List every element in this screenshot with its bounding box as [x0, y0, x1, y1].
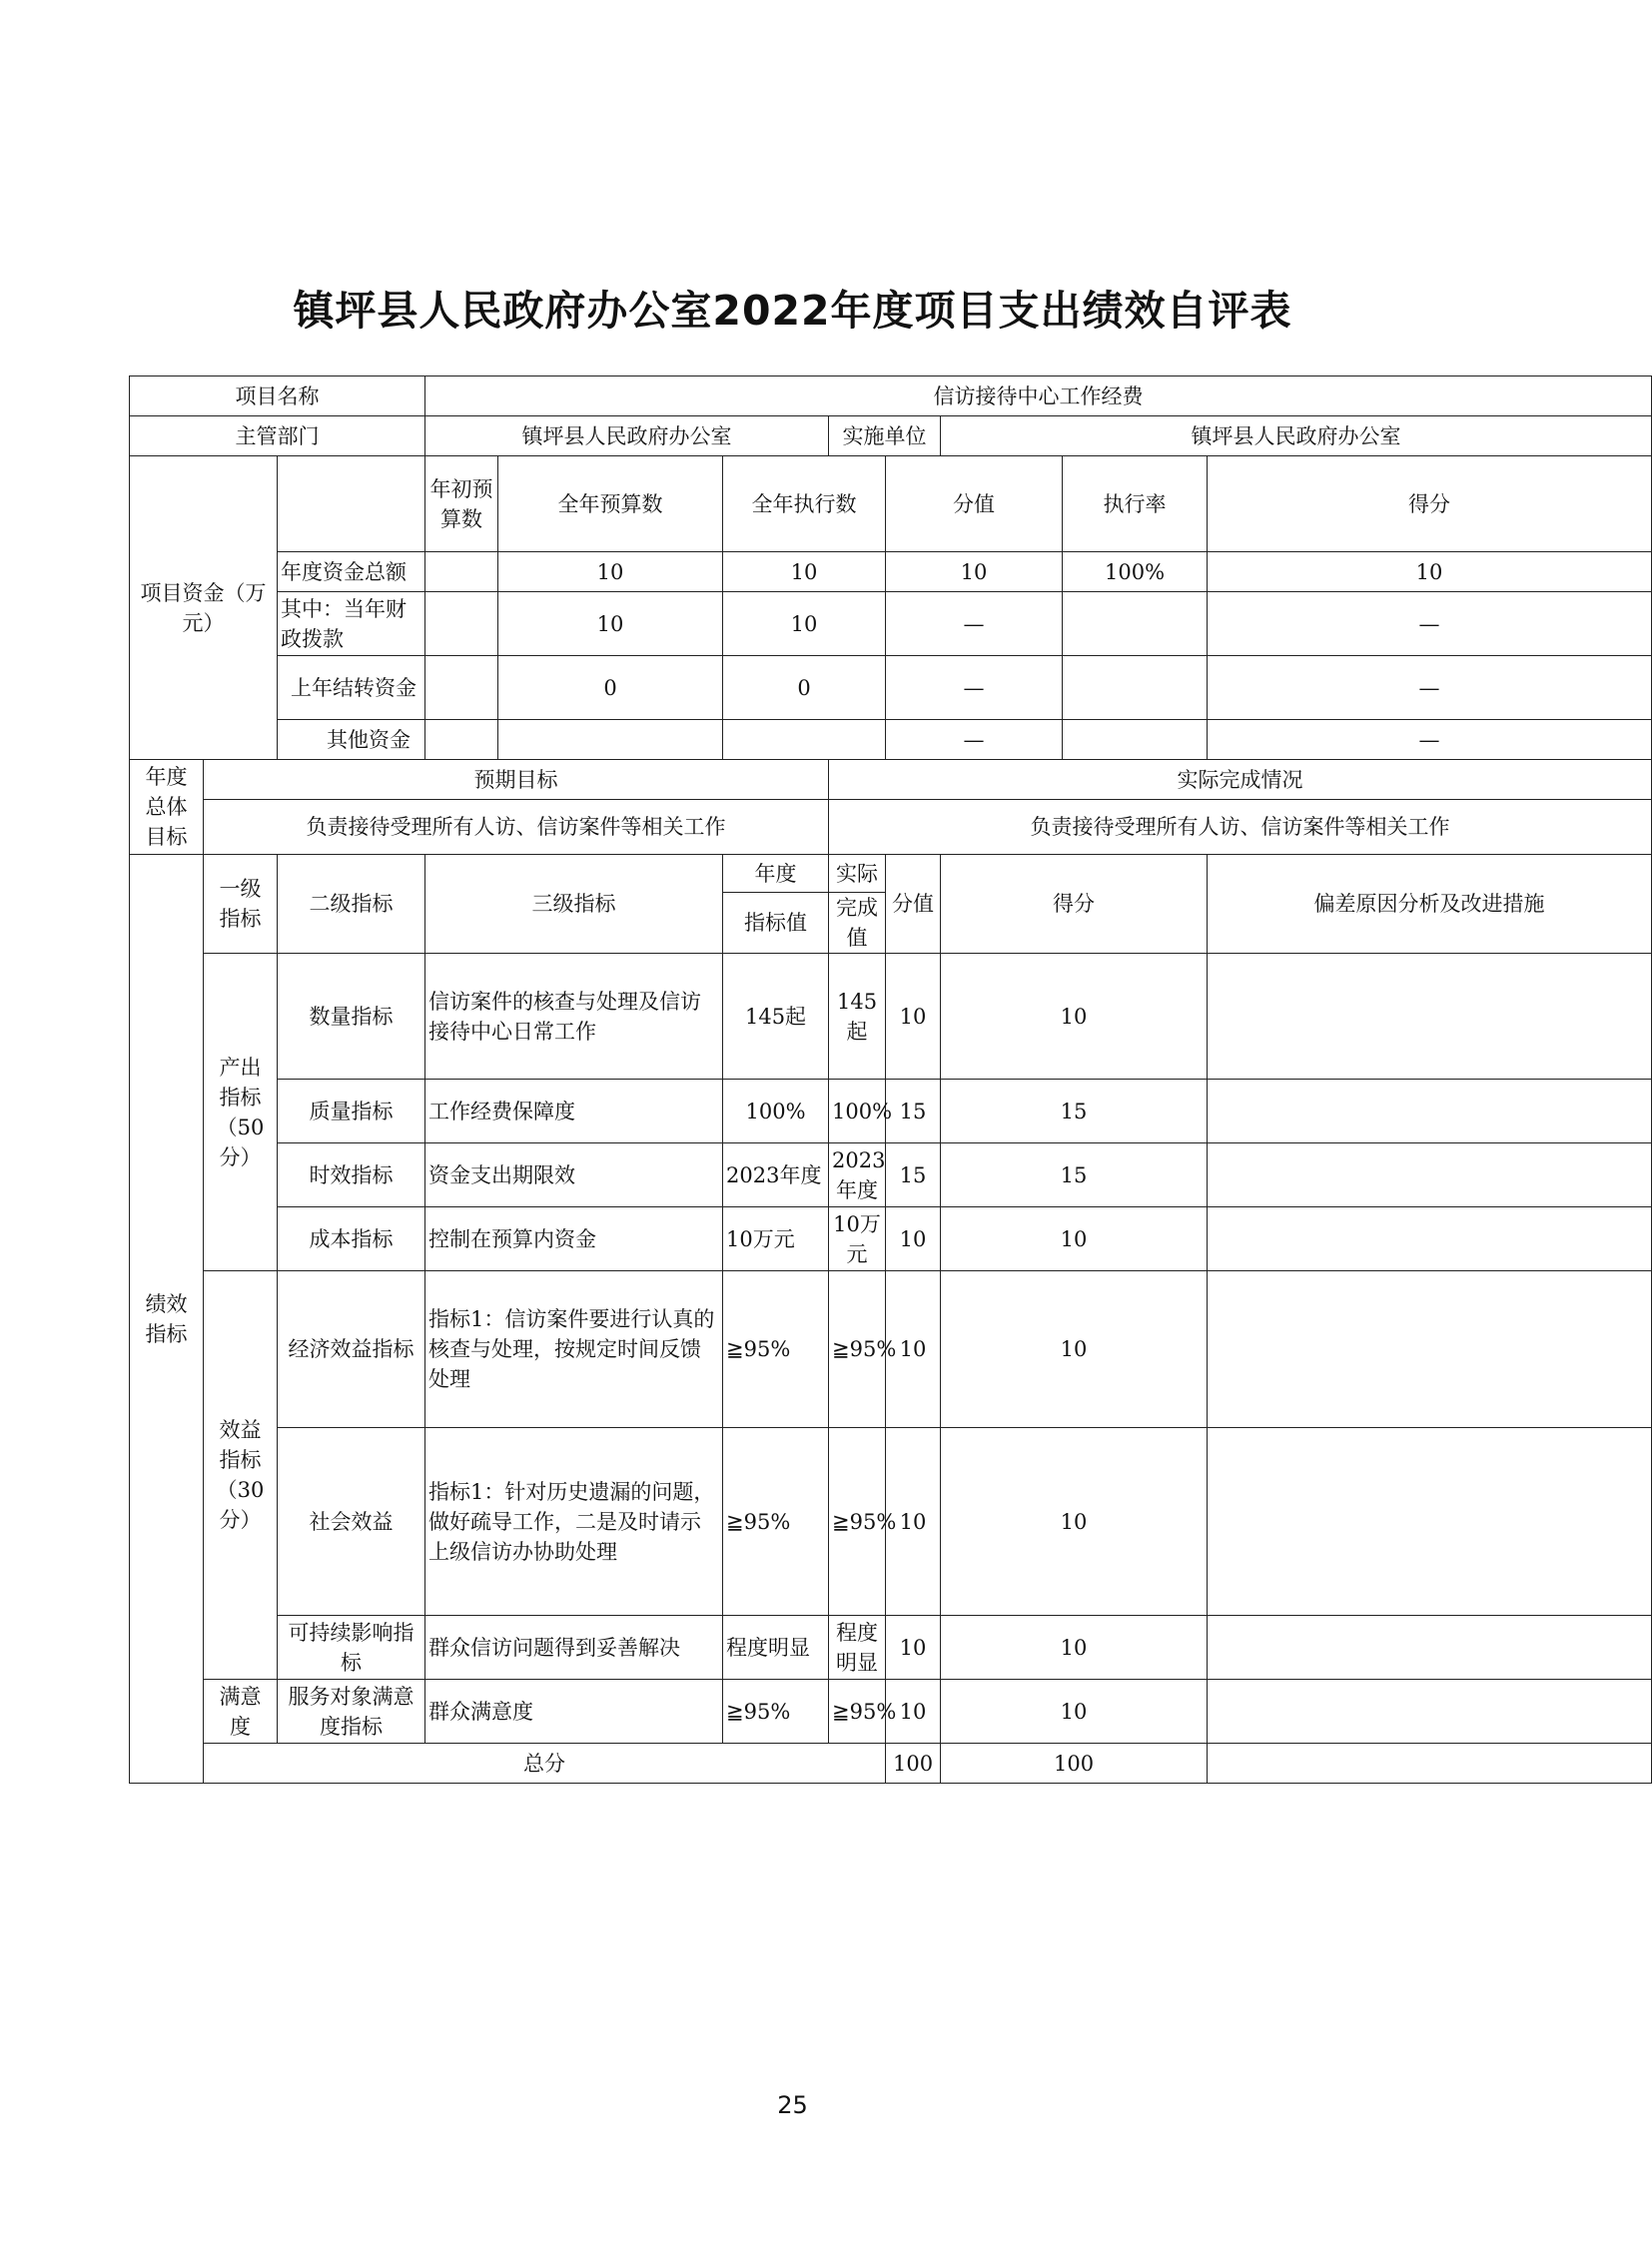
fund-name: 上年结转资金: [278, 656, 425, 720]
fund-score-value: —: [886, 656, 1063, 720]
fund-rate: 100%: [1063, 552, 1208, 592]
indicator-actual: ≧95%: [829, 1680, 886, 1744]
level3-header: 三级指标: [425, 855, 723, 954]
fund-initial: [425, 592, 498, 656]
project-name-label: 项目名称: [130, 376, 425, 416]
level3-indicator: 信访案件的核查与处理及信访接待中心日常工作: [425, 954, 723, 1080]
funds-header-blank: [278, 456, 425, 552]
fund-rate: [1063, 720, 1208, 760]
indicator-note: [1208, 1428, 1652, 1616]
indicator-row: [130, 1080, 1652, 1143]
implementer-label: 实施单位: [829, 416, 941, 456]
total-note: [1208, 1744, 1652, 1784]
indicator-score: 10: [941, 1271, 1208, 1428]
indicator-note: [1208, 1207, 1652, 1271]
indicator-value: 15: [886, 1080, 941, 1143]
funds-row: [130, 720, 1652, 760]
initial-budget-header: 年初预算数: [425, 456, 498, 552]
total-row: [130, 1744, 1652, 1784]
page-title: 镇坪县人民政府办公室2022年度项目支出绩效自评表: [293, 287, 1292, 335]
fund-executed: 0: [723, 656, 886, 720]
indicator-score: 10: [941, 1207, 1208, 1271]
indicator-row: [130, 1680, 1652, 1744]
fund-full: [498, 720, 723, 760]
level2-indicator: 经济效益指标: [278, 1271, 425, 1428]
implementer-value: 镇坪县人民政府办公室: [941, 416, 1652, 456]
fund-score: —: [1208, 656, 1652, 720]
indicator-score: 10: [941, 954, 1208, 1080]
funds-row: [130, 552, 1652, 592]
indicator-actual: 程度明显: [829, 1616, 886, 1680]
fund-initial: [425, 656, 498, 720]
actual-goal: 负责接待受理所有人访、信访案件等相关工作: [829, 800, 1652, 855]
project-name-row: [130, 376, 1652, 416]
fund-initial: [425, 720, 498, 760]
total-value: 100: [886, 1744, 941, 1784]
fund-full: 10: [498, 552, 723, 592]
indicator-score: 15: [941, 1143, 1208, 1207]
indicator-score: 10: [941, 1680, 1208, 1744]
indicator-row: [130, 1428, 1652, 1616]
fund-rate: [1063, 656, 1208, 720]
actual-header: 实际: [829, 855, 886, 893]
exec-rate-header: 执行率: [1063, 456, 1208, 552]
funds-row: [130, 656, 1652, 720]
level2-indicator: 质量指标: [278, 1080, 425, 1143]
indicator-value: 10: [886, 954, 941, 1080]
indicator-score: 15: [941, 1080, 1208, 1143]
level2-indicator: 可持续影响指标: [278, 1616, 425, 1680]
level2-indicator: 成本指标: [278, 1207, 425, 1271]
indicator-note: [1208, 1080, 1652, 1143]
indicator-note: [1208, 954, 1652, 1080]
indicator-value: 10: [886, 1680, 941, 1744]
department-row: [130, 416, 1652, 456]
level3-indicator: 控制在预算内资金: [425, 1207, 723, 1271]
target-header: 指标值: [723, 893, 829, 954]
indicator-actual: 100%: [829, 1080, 886, 1143]
indicator-value: 10: [886, 1271, 941, 1428]
score-header: 得分: [1208, 456, 1652, 552]
indicator-note: [1208, 1680, 1652, 1744]
level3-indicator: 工作经费保障度: [425, 1080, 723, 1143]
fund-score-value: —: [886, 720, 1063, 760]
department-value: 镇坪县人民政府办公室: [425, 416, 829, 456]
self-evaluation-table: [129, 375, 1652, 1784]
goals-row: [130, 800, 1652, 855]
indicator-target: ≧95%: [723, 1271, 829, 1428]
indicator-target: 100%: [723, 1080, 829, 1143]
level2-header: 二级指标: [278, 855, 425, 954]
fund-executed: 10: [723, 592, 886, 656]
fund-executed: [723, 720, 886, 760]
fund-score: —: [1208, 592, 1652, 656]
indicator-value: 10: [886, 1428, 941, 1616]
score-value-header: 分值: [886, 456, 1063, 552]
indicator-value: 15: [886, 1143, 941, 1207]
indicator-header-row: [130, 855, 1652, 893]
indicator-value: 10: [886, 1207, 941, 1271]
indicator-target: 2023年度: [723, 1143, 829, 1207]
indicator-row: [130, 1143, 1652, 1207]
department-label: 主管部门: [130, 416, 425, 456]
indicator-target: ≧95%: [723, 1680, 829, 1744]
fund-rate: [1063, 592, 1208, 656]
level3-indicator: 资金支出期限效: [425, 1143, 723, 1207]
benefit-indicator-label: 效益指标（30分）: [204, 1271, 278, 1680]
fund-executed: 10: [723, 552, 886, 592]
total-score: 100: [941, 1744, 1208, 1784]
goals-label: 年度总体目标: [130, 760, 204, 855]
level3-indicator: 群众信访问题得到妥善解决: [425, 1616, 723, 1680]
output-indicator-label: 产出指标（50分）: [204, 954, 278, 1271]
indicator-value-header: 分值: [886, 855, 941, 954]
goals-header-row: [130, 760, 1652, 800]
level2-indicator: 时效指标: [278, 1143, 425, 1207]
funds-row: [130, 592, 1652, 656]
indicator-actual: 10万元: [829, 1207, 886, 1271]
indicator-score: 10: [941, 1616, 1208, 1680]
full-budget-header: 全年预算数: [498, 456, 723, 552]
performance-label: 绩效指标: [130, 855, 204, 1784]
fund-full: 0: [498, 656, 723, 720]
indicator-row: [130, 954, 1652, 1080]
indicator-target: ≧95%: [723, 1428, 829, 1616]
executed-header: 全年执行数: [723, 456, 886, 552]
funds-header-row: [130, 456, 1652, 552]
fund-name: 其中：当年财政拨款: [278, 592, 425, 656]
fund-name: 年度资金总额: [278, 552, 425, 592]
fund-score-value: —: [886, 592, 1063, 656]
total-label: 总分: [204, 1744, 886, 1784]
expected-goal-header: 预期目标: [204, 760, 829, 800]
satisfaction-label: 满意度: [204, 1680, 278, 1744]
fund-score: —: [1208, 720, 1652, 760]
fund-score-value: 10: [886, 552, 1063, 592]
fund-full: 10: [498, 592, 723, 656]
indicator-row: [130, 1616, 1652, 1680]
level3-indicator: 群众满意度: [425, 1680, 723, 1744]
completed-header: 完成值: [829, 893, 886, 954]
indicator-row: [130, 1207, 1652, 1271]
indicator-score-header: 得分: [941, 855, 1208, 954]
indicator-target: 145起: [723, 954, 829, 1080]
funds-label: 项目资金（万元）: [130, 456, 278, 760]
indicator-note: [1208, 1271, 1652, 1428]
indicator-actual: 145起: [829, 954, 886, 1080]
expected-goal: 负责接待受理所有人访、信访案件等相关工作: [204, 800, 829, 855]
annual-header: 年度: [723, 855, 829, 893]
level3-indicator: 指标1：针对历史遗漏的问题，做好疏导工作，二是及时请示上级信访办协助处理: [425, 1428, 723, 1616]
project-name-value: 信访接待中心工作经费: [425, 376, 1652, 416]
level1-header: 一级指标: [204, 855, 278, 954]
indicator-row: [130, 1271, 1652, 1428]
indicator-actual: ≧95%: [829, 1428, 886, 1616]
indicator-note: [1208, 1143, 1652, 1207]
indicator-value: 10: [886, 1616, 941, 1680]
indicator-actual: ≧95%: [829, 1271, 886, 1428]
fund-name: 其他资金: [278, 720, 425, 760]
indicator-target: 程度明显: [723, 1616, 829, 1680]
indicator-score: 10: [941, 1428, 1208, 1616]
level3-indicator: 指标1：信访案件要进行认真的核查与处理，按规定时间反馈处理: [425, 1271, 723, 1428]
indicator-target: 10万元: [723, 1207, 829, 1271]
fund-initial: [425, 552, 498, 592]
page-number: 25: [777, 2091, 808, 2119]
fund-score: 10: [1208, 552, 1652, 592]
indicator-actual: 2023年度: [829, 1143, 886, 1207]
indicator-note: [1208, 1616, 1652, 1680]
level2-indicator: 数量指标: [278, 954, 425, 1080]
level2-indicator: 服务对象满意度指标: [278, 1680, 425, 1744]
level2-indicator: 社会效益: [278, 1428, 425, 1616]
deviation-header: 偏差原因分析及改进措施: [1208, 855, 1652, 954]
actual-goal-header: 实际完成情况: [829, 760, 1652, 800]
